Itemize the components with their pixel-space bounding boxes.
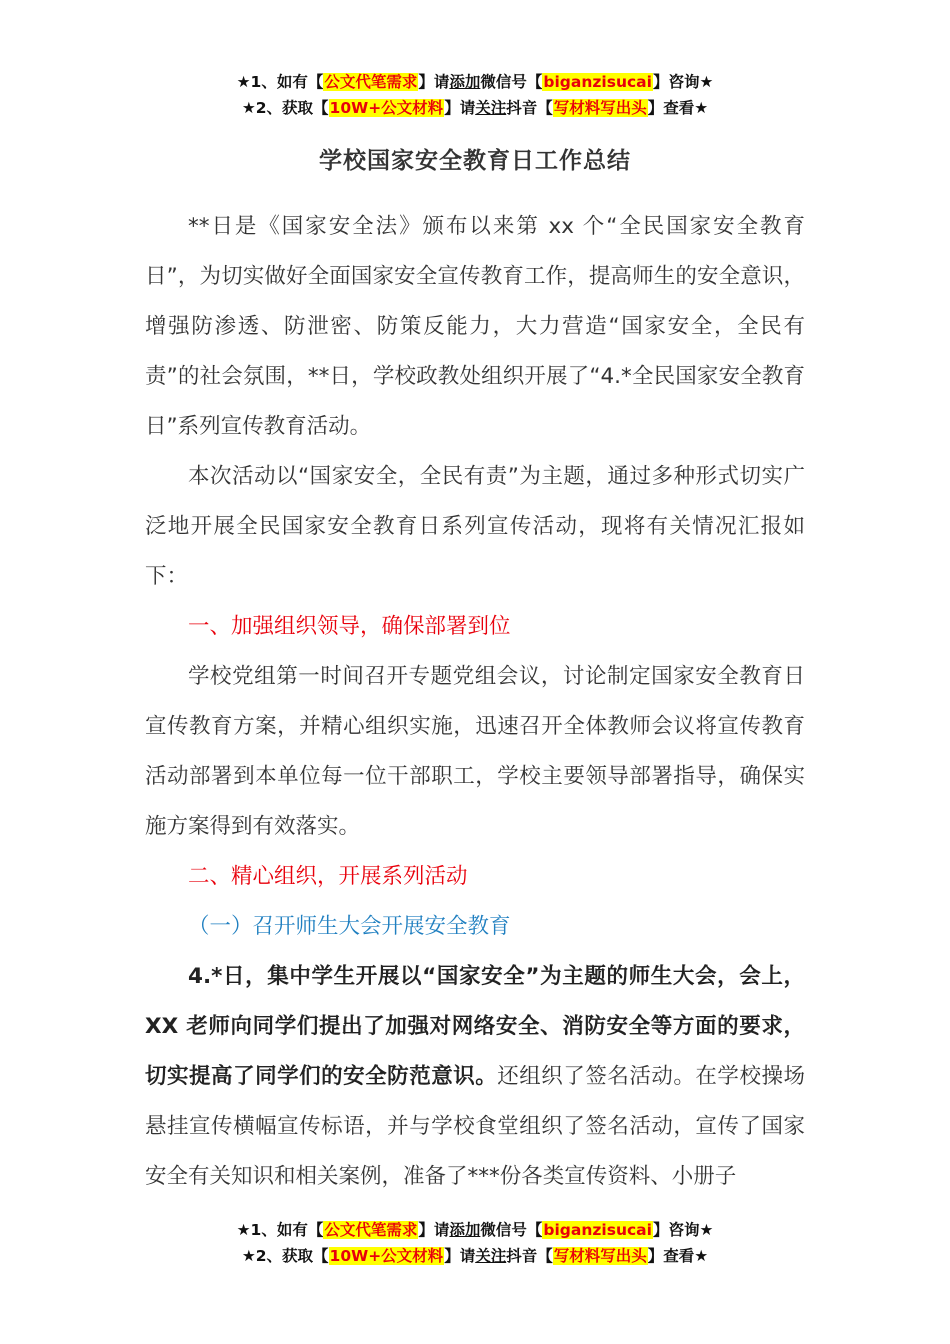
banner-line-1 [0,69,950,95]
banner-wechat-id: biganzisucai [543,73,652,91]
banner-text: 微信号【 [480,1221,543,1239]
section-heading-1: 一、加强组织领导，确保部署到位 [188,614,511,639]
banner-text: 】咨询★ [652,1221,714,1239]
section-heading-2: 二、精心组织，开展系列活动 [188,864,468,889]
banner-highlight: 公文代笔需求 [324,73,418,91]
banner-text: ★2、获取【 [241,1247,329,1265]
banner-text: 抖音【 [506,99,553,117]
banner-text: 】请 [418,1221,450,1239]
subsection-heading-1: （一）召开师生大会开展安全教育 [188,914,511,939]
paragraph-intro: **日是《国家安全法》颁布以来第 xx 个“全民国家安全教育日”，为切实做好全面国家安全宣传教育工作，提高师生的安全意识，增强防渗透、防泄密、防策反能力，大力营造“国家安全，全民有责”的社会氛围，**日，学校政教处组织开展了“4.*全民国家安全教育日”系列宣传教育活动。 [145,214,805,439]
paragraph-theme: 本次活动以“国家安全，全民有责”为主题，通过多种形式切实广泛地开展全民国家安全教育日系列宣传活动，现将有关情况汇报如下： [145,464,805,589]
banner-underlined: 添加 [449,1221,481,1239]
banner-text: 】咨询★ [652,73,714,91]
banner-text: ★2、获取【 [241,99,329,117]
footer-banner [0,1217,950,1269]
banner-wechat-id: biganzisucai [543,1221,652,1239]
banner-highlight: 10W+公文材料 [329,99,444,117]
banner-line-2 [0,1243,950,1269]
header-banner [0,69,950,121]
paragraph-assembly-rest: 还组织了签名活动。在学校操场悬挂宣传横幅宣传标语，并与学校食堂组织了签名活动，宣传了国家安全有关知识和相关案例，准备了***份各类宣传资料、小册子 [145,1064,805,1189]
banner-douyin-id: 写材料写出头 [553,1247,647,1265]
banner-text: 】查看★ [647,1247,709,1265]
banner-douyin-id: 写材料写出头 [553,99,647,117]
banner-text: 】查看★ [647,99,709,117]
banner-line-1 [0,1217,950,1243]
banner-text: ★1、如有【 [236,1221,324,1239]
banner-text: 】请 [418,73,450,91]
paragraph-assembly [145,952,805,1202]
banner-underlined: 添加 [449,73,481,91]
banner-underlined: 关注 [475,99,507,117]
banner-text: 】请 [444,1247,476,1265]
banner-text: ★1、如有【 [236,73,324,91]
banner-text: 】请 [444,99,476,117]
banner-text: 抖音【 [506,1247,553,1265]
banner-underlined: 关注 [475,1247,507,1265]
paragraph-assembly-bold: 4.*日，集中学生开展以“国家安全”为主题的师生大会，会上，XX 老师向同学们提出了加强对网络安全、消防安全等方面的要求，切实提高了同学们的安全防范意识。 [145,964,805,1089]
document-title: 学校国家安全教育日工作总结 [319,148,631,174]
paragraph-organization: 学校党组第一时间召开专题党组会议，讨论制定国家安全教育日宣传教育方案，并精心组织实施，迅速召开全体教师会议将宣传教育活动部署到本单位每一位干部职工，学校主要领导部署指导，确保实施方案得到有效落实。 [145,664,805,839]
banner-line-2 [0,95,950,121]
banner-text: 微信号【 [480,73,543,91]
banner-highlight: 10W+公文材料 [329,1247,444,1265]
document-body [145,202,805,1202]
banner-highlight: 公文代笔需求 [324,1221,418,1239]
